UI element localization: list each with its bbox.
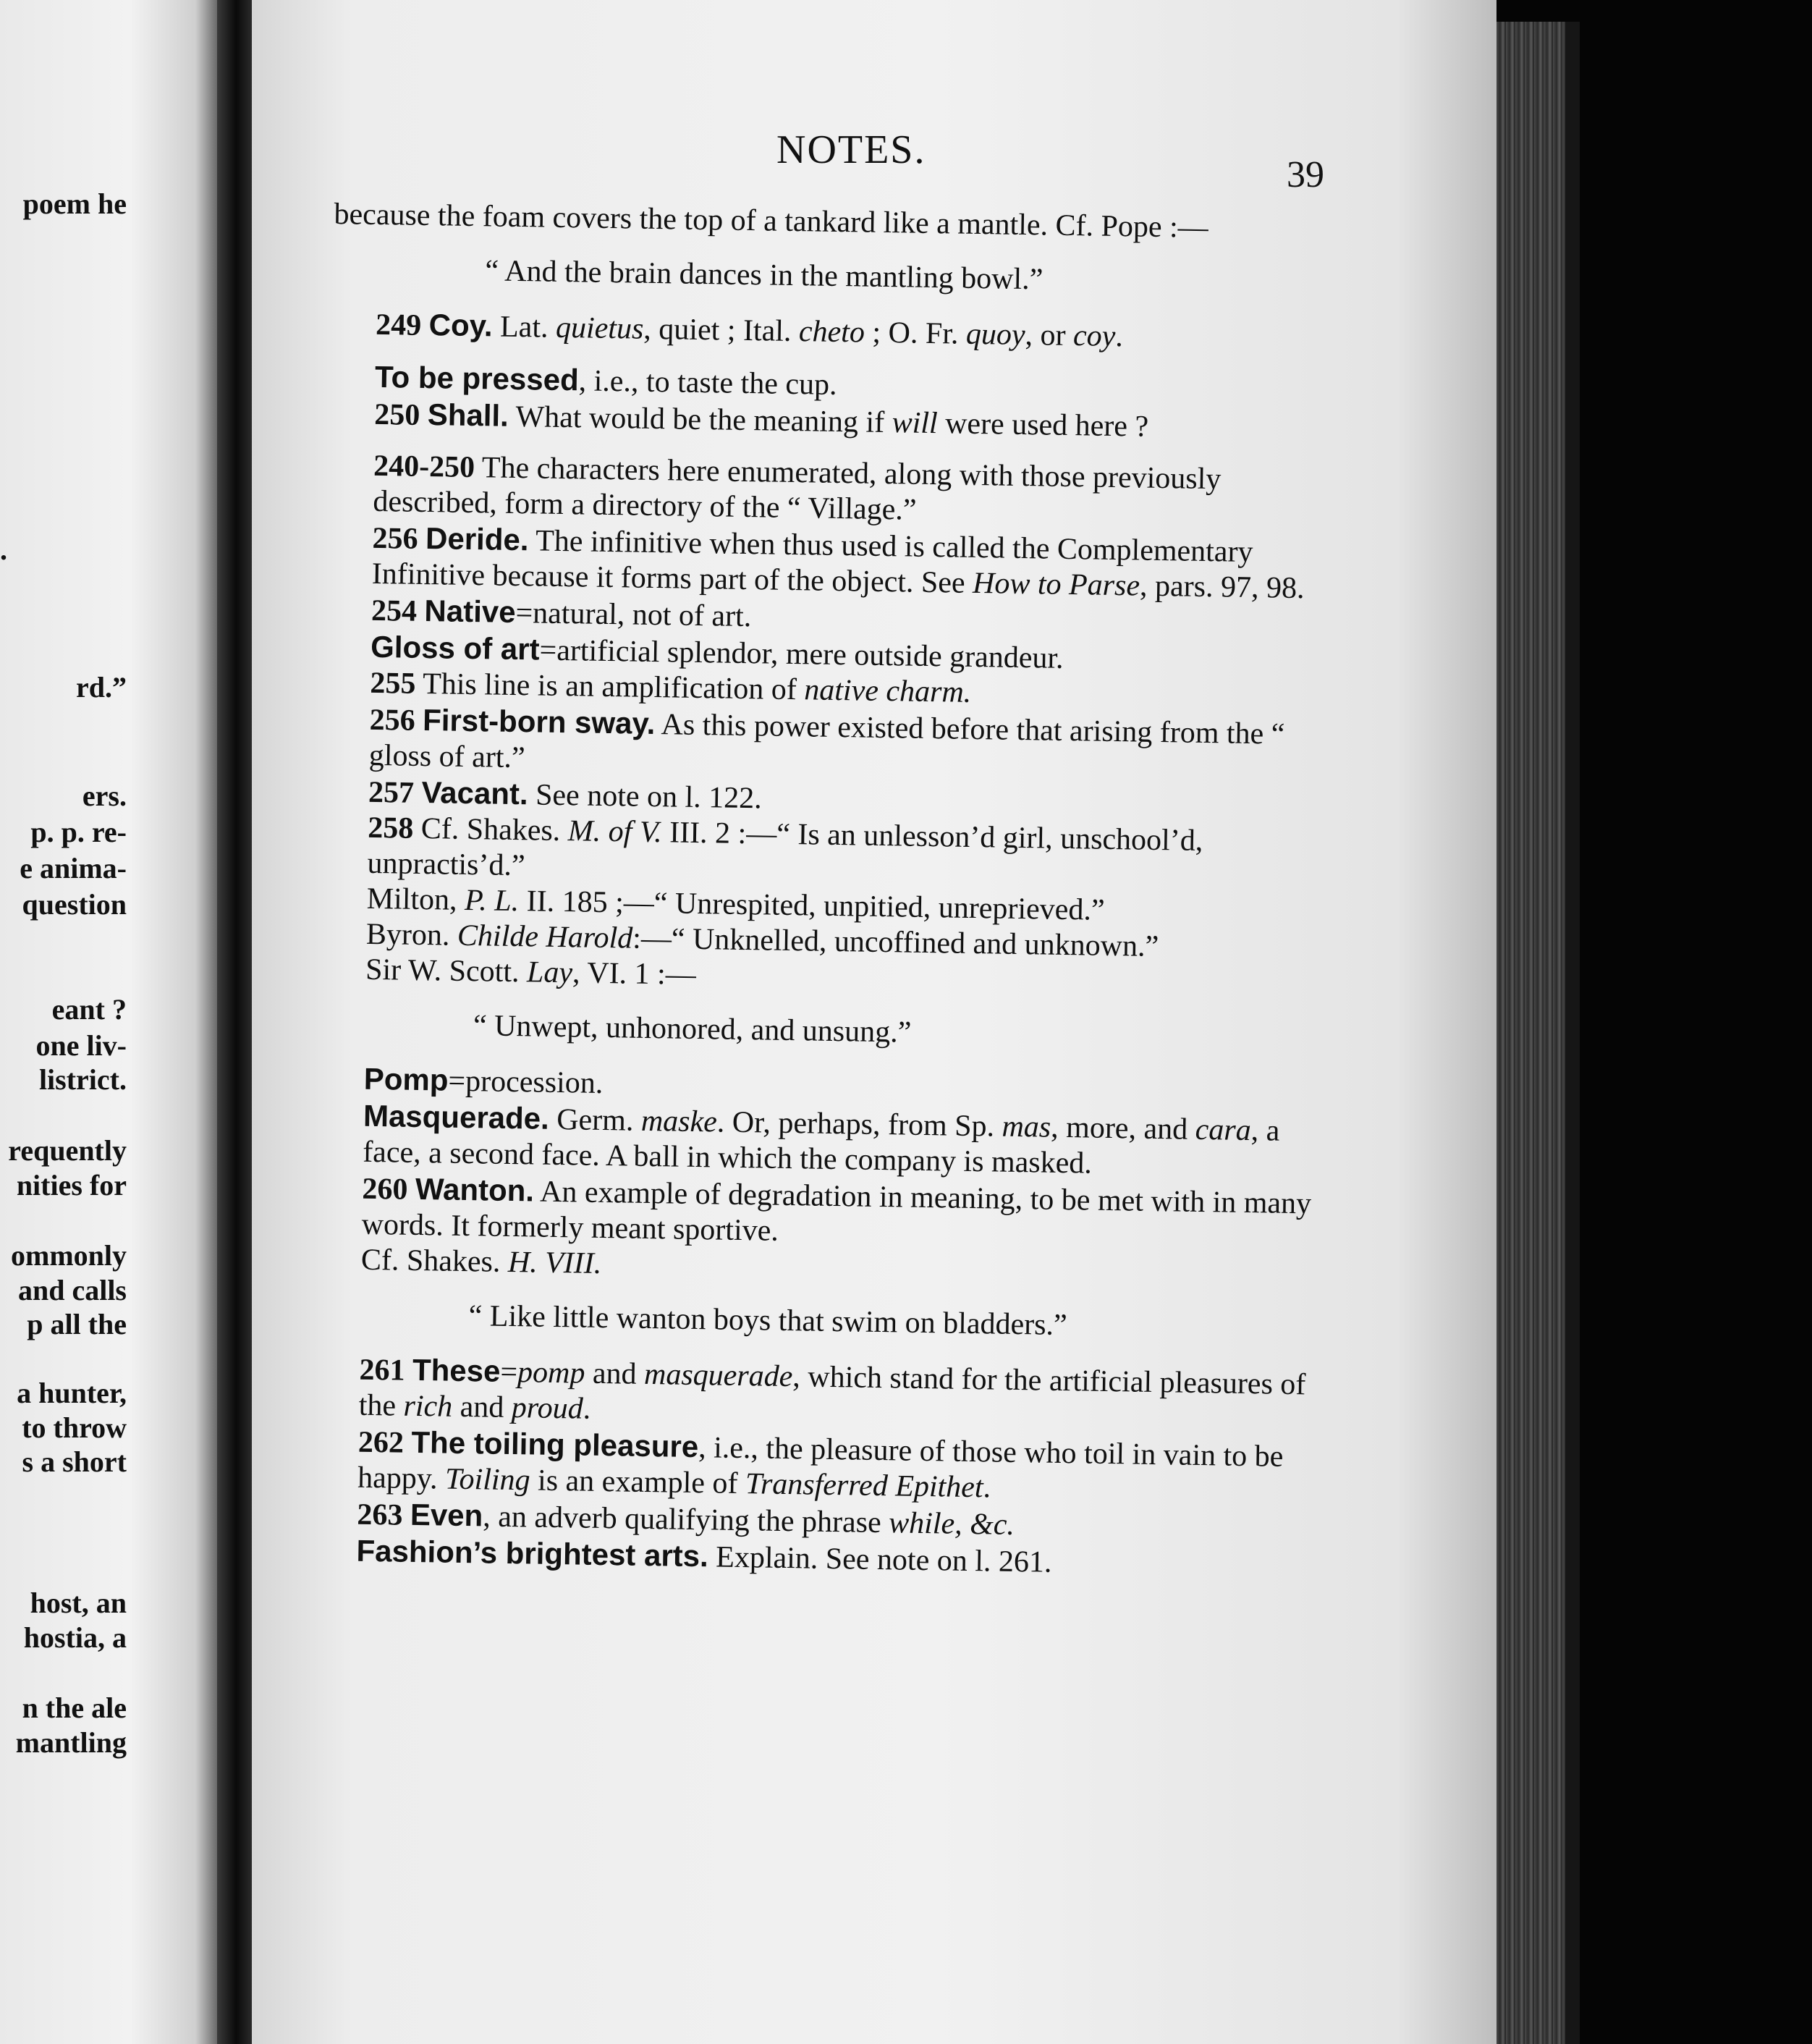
left-page-line: and calls [17,1274,127,1306]
note-text: Explain. See note on l. 261. [708,1540,1052,1579]
note-text: III. 2 :—“ Is an unlesson’d girl, unschool’d, unpractis’d.” [367,816,1203,883]
line-number: 258 [367,811,414,845]
page-number: 39 [1287,154,1324,195]
italic-term: Toiling [444,1462,530,1498]
note-headword: Native [424,594,516,630]
note-text: , i.e., to taste the cup. [578,364,837,402]
italic-term: pomp [517,1356,585,1390]
book-gutter [217,0,252,2044]
italic-term: How to Parse [972,566,1140,603]
note-text: Cf. Shakes. [412,811,569,848]
note-text: Milton, [366,882,465,917]
line-number: 261 [359,1353,405,1388]
note-headword: Coy. [428,308,494,343]
note-headword: These [412,1352,501,1388]
left-page-line: e anima- [20,852,127,884]
italic-term: P. L. [464,883,520,918]
note-249-coy [332,305,1330,358]
note-text: See note on l. 122. [528,778,763,816]
italic-term: Transferred Epithet [745,1467,983,1505]
left-page-line: to throw [22,1411,127,1444]
note-text: Byron. [365,917,458,953]
note-text: . Or, perhaps, from Sp. [716,1105,1002,1144]
note-text: As this power existed before that arising from the “ gloss of art.” [368,708,1285,775]
note-text: , quiet ; Ital. [643,312,800,349]
italic-term: will [892,406,939,441]
note-text: =procession. [448,1064,604,1100]
note-headword: Even [410,1497,483,1533]
note-text: :—“ Unknelled, uncoffined and unknown.” [632,921,1159,964]
line-number: 256 [372,521,418,556]
italic-term: while, &c. [888,1506,1015,1542]
line-number: 262 [357,1425,405,1460]
italic-term: rich [403,1389,453,1424]
note-text: Germ. [549,1102,642,1138]
italic-term: H. VIII. [507,1245,602,1280]
note-text: Lat. [499,310,556,345]
note-text: , which stand for the artificial pleasures of the [358,1360,1306,1423]
italic-term: quoy [965,317,1025,352]
italic-term: M. of V. [567,814,663,850]
notes-body [313,197,1332,1584]
left-page-line: hostia, a [23,1621,127,1654]
left-page-line: mantling [15,1726,127,1759]
page-edges [1496,22,1565,2044]
left-facing-page [0,0,217,2044]
line-number: 250 [373,397,420,432]
note-headword: First-born sway. [422,703,656,741]
note-headword: Gloss of art [370,629,540,667]
note-text: =artificial splendor, mere outside grandeur. [539,633,1064,675]
italic-term: mas [1002,1110,1051,1144]
quotation: “ And the brain dances in the mantling bowl.” [485,254,1043,297]
left-page-line: s a short [22,1445,127,1478]
note-text: is an example of [530,1464,746,1501]
note-text: The infinitive when thus used is called the Complementary Infinitive because it forms part of the object. See [371,524,1253,600]
note-text: An example of degradation in meaning, to be met with in many words. It formerly meant sportive. [361,1175,1312,1248]
left-page-line: nities for [16,1169,127,1202]
italic-term: native charm. [803,673,972,709]
note-text: = [500,1355,518,1390]
quotation: “ Like little wanton boys that swim on bladders.” [468,1299,1067,1343]
note-text: . [583,1392,591,1426]
line-number: 254 [371,594,418,628]
note-text: , i.e., the pleasure of those who toil in vain to be happy. [357,1431,1284,1496]
note-text: What would be the meaning if [508,400,893,440]
left-page-line: question [22,888,127,921]
line-number: 249 [375,308,422,342]
italic-term: masquerade [643,1357,793,1394]
note-text: ; O. Fr. [864,316,967,351]
quotation: “ Unwept, unhonored, and unsung.” [473,1009,912,1050]
left-page-line: p. p. re- [30,816,127,848]
line-number: 256 [369,703,416,738]
note-text: =natural, not of art. [515,596,752,634]
note-text: II. 185 ;—“ Unrespited, unpitied, unreprieved.” [518,884,1105,927]
left-page-line: requently [8,1134,127,1167]
line-number: 263 [357,1498,403,1532]
left-page-line: eant ? [51,993,127,1026]
line-number: 257 [368,775,415,810]
italic-term: cara [1195,1112,1252,1148]
note-headword: To be pressed [374,359,580,397]
note-headword: Pomp [363,1061,449,1097]
note-headword: The toiling pleasure [411,1424,699,1464]
note-text: , VI. 1 :— [572,956,697,992]
running-head: NOTES. [776,127,926,172]
line-number: 240-250 [373,449,475,485]
left-page-line: ommonly [11,1239,127,1272]
note-text: and [585,1356,645,1391]
note-text: . [983,1471,991,1505]
italic-term: coy [1072,319,1116,353]
italic-term: quietus [555,311,644,346]
note-text: This line is an amplification of [415,667,805,707]
left-page-line: ers. [82,780,127,812]
italic-term: cheto [798,315,865,350]
note-text: Cf. Shakes. [360,1243,509,1279]
left-page-line: host, an [30,1587,127,1619]
left-page-line: one liv- [35,1029,127,1062]
line-number: 260 [362,1172,408,1207]
left-page-line: listrict. [38,1063,127,1096]
note-line: because the foam covers the top of a tankard like a mantle. Cf. Pope :— [334,197,1209,245]
italic-term: maske [640,1104,718,1139]
left-page-line: rd.” [76,671,127,704]
italic-term: proud [511,1391,584,1426]
note-text: The characters here enumerated, along with those previously described, form a directory of the “ Village.” [373,451,1222,527]
note-text: , pars. 97, 98. [1139,569,1305,606]
note-text: , an adverb qualifying the phrase [482,1500,889,1540]
note-headword: Vacant. [421,774,529,811]
note-text: Sir W. Scott. [365,953,528,989]
left-page-line: p all the [27,1308,127,1340]
left-page-line: poem he [22,187,127,220]
italic-term: Childe Harold [457,918,633,955]
italic-term: Lay [526,955,573,990]
line-number: 255 [370,666,416,701]
left-page-line: n the ale [22,1692,127,1724]
note-text: and [452,1390,512,1425]
note-headword: Deride. [425,521,529,557]
note-text: , more, and [1050,1110,1196,1146]
left-page-line: a hunter, [17,1377,127,1409]
note-headword: Wanton. [415,1171,535,1208]
note-headword: Masquerade. [363,1098,550,1136]
note-text: . [1115,319,1124,354]
note-text: , or [1025,318,1074,353]
note-headword: Fashion’s brightest arts. [356,1533,709,1574]
left-page-line: . [0,533,7,566]
note-text: , a face, a second face. A ball in which the company is masked. [362,1114,1280,1181]
note-text: were used here ? [937,407,1149,444]
note-headword: Shall. [427,397,509,433]
